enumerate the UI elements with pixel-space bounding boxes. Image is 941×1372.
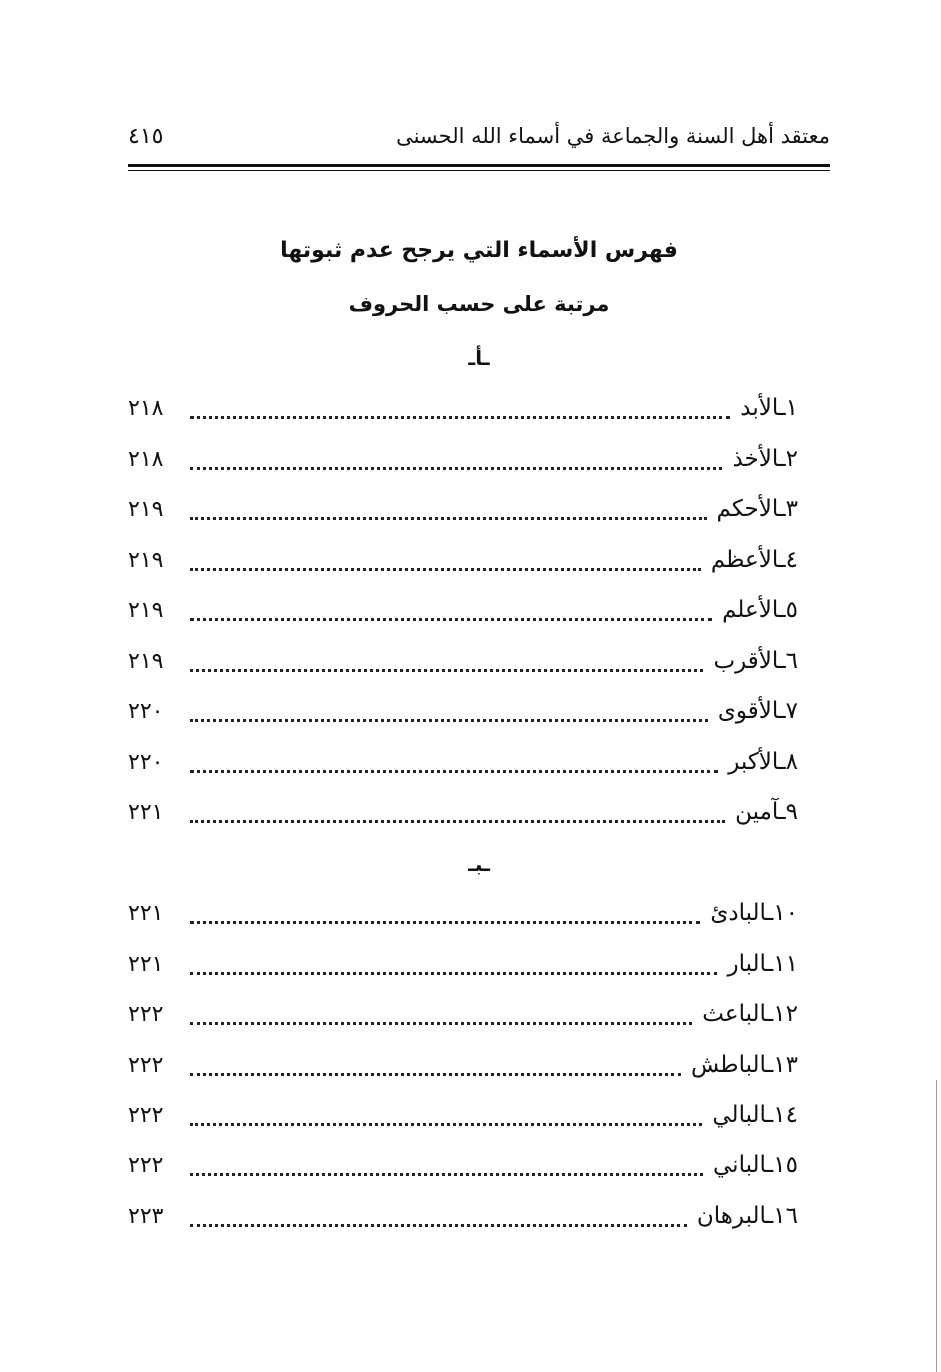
- page-header: [128, 118, 830, 158]
- entry-leader-dots: [190, 618, 712, 621]
- index-entry: [128, 893, 798, 933]
- entry-name: ١٠ـالبادئ: [710, 900, 798, 926]
- index-entry: [128, 489, 798, 529]
- entry-name: ١٦ـالبرهان: [696, 1203, 798, 1229]
- entry-leader-dots: [190, 416, 730, 419]
- entry-leader-dots: [190, 467, 722, 470]
- index-subtitle: مرتبة على حسب الحروف: [348, 292, 610, 316]
- header-rule-thin: [128, 170, 830, 171]
- entry-page: ٢١٩: [128, 648, 164, 674]
- entry-leader-dots: [190, 568, 701, 571]
- index-entry: [128, 944, 798, 984]
- entry-leader-dots: [190, 921, 700, 924]
- index-entry: [128, 691, 798, 731]
- running-title: معتقد أهل السنة والجماعة في أسماء الله الحسنى: [396, 124, 830, 148]
- page-binding-edge: [936, 1080, 937, 1372]
- entry-leader-dots: [190, 1173, 703, 1176]
- entry-leader-dots: [190, 1022, 692, 1025]
- entry-page: ٢١٨: [128, 395, 164, 421]
- index-entry: [128, 994, 798, 1034]
- entry-leader-dots: [190, 719, 708, 722]
- entry-name: ١ـالأبد: [740, 395, 798, 421]
- entry-page: ٢١٩: [128, 496, 164, 522]
- entry-name: ١٢ـالباعث: [702, 1001, 798, 1027]
- entry-name: ١١ـالبار: [727, 951, 798, 977]
- entry-leader-dots: [190, 1224, 687, 1227]
- index-entry: [128, 540, 798, 580]
- index-entry: [128, 641, 798, 681]
- index-entry: [128, 742, 798, 782]
- index-entry: [128, 792, 798, 832]
- entry-leader-dots: [190, 820, 725, 823]
- entry-name: ٧ـالأقوى: [717, 698, 798, 724]
- index-entry: [128, 590, 798, 630]
- entry-page: ٢٢١: [128, 951, 164, 977]
- entry-name: ٦ـالأقرب: [713, 648, 798, 674]
- entry-leader-dots: [190, 517, 707, 520]
- entry-leader-dots: [190, 1123, 702, 1126]
- entry-leader-dots: [190, 1073, 681, 1076]
- index-entry: [128, 1045, 798, 1085]
- entry-name: ١٣ـالباطش: [690, 1052, 798, 1078]
- entry-leader-dots: [190, 669, 703, 672]
- entry-page: ٢١٨: [128, 446, 164, 472]
- index-entry: [128, 439, 798, 479]
- entry-name: ٥ـالأعلم: [722, 597, 798, 623]
- entry-page: ٢٢١: [128, 799, 164, 825]
- entry-page: ٢٢١: [128, 900, 164, 926]
- index-entry: [128, 1095, 798, 1135]
- entry-name: ١٥ـالباني: [713, 1152, 798, 1178]
- entry-page: ٢٢٢: [128, 1102, 164, 1128]
- entry-page: ٢١٩: [128, 597, 164, 623]
- entry-page: ٢٢٢: [128, 1152, 164, 1178]
- header-rule: [128, 164, 830, 167]
- entry-leader-dots: [190, 972, 717, 975]
- entry-name: ٣ـالأحكم: [716, 496, 798, 522]
- entry-page: ٢٢٠: [128, 698, 164, 724]
- entry-name: ٨ـالأكبر: [728, 749, 798, 775]
- index-entry: [128, 1196, 798, 1236]
- entry-page: ٢١٩: [128, 547, 164, 573]
- entry-leader-dots: [190, 770, 718, 773]
- section-letter-alif: ـأـ: [468, 346, 490, 370]
- entry-name: ٩ـآمين: [735, 799, 798, 825]
- entry-page: ٢٢٢: [128, 1052, 164, 1078]
- entry-page: ٢٢٢: [128, 1001, 164, 1027]
- page-number: ٤١٥: [128, 124, 164, 149]
- index-entry: [128, 388, 798, 428]
- entry-name: ٤ـالأعظم: [710, 547, 798, 573]
- index-entry: [128, 1145, 798, 1185]
- entry-name: ١٤ـالبالي: [712, 1102, 798, 1128]
- section-letter-ba: ـبـ: [468, 852, 490, 876]
- entry-page: ٢٢٠: [128, 749, 164, 775]
- entry-name: ٢ـالأخذ: [732, 446, 798, 472]
- entry-page: ٢٢٣: [128, 1203, 164, 1229]
- index-title: فهرس الأسماء التي يرجح عدم ثبوتها: [280, 238, 678, 263]
